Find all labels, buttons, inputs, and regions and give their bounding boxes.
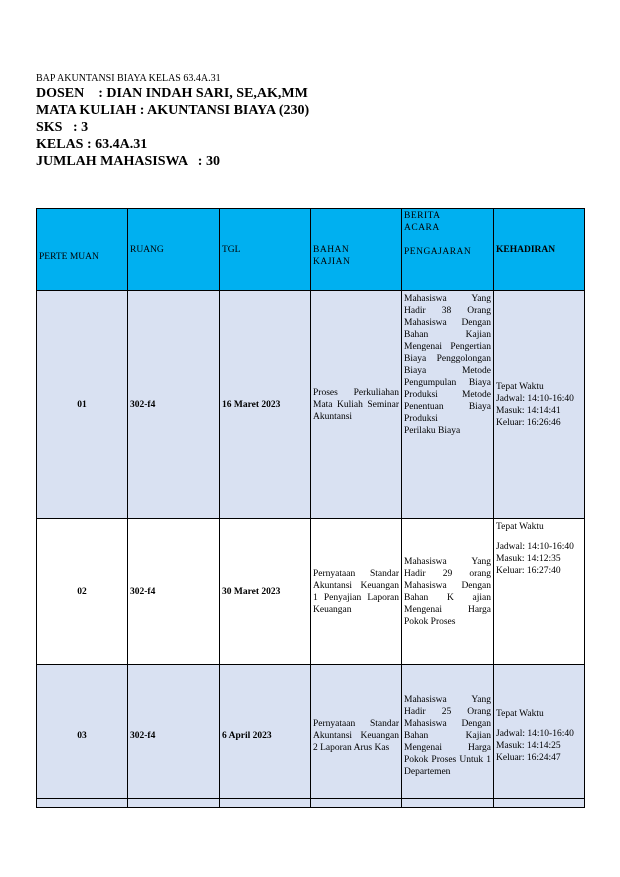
berita-acara-text: Mahasiswa Yang Hadir 25 Orang Mahasiswa Dengan Bahan Kajian Mengenai Harga Pokok Proses Untuk 1 Departemen xyxy=(404,695,491,777)
pertemuan-cell: 01 xyxy=(37,291,128,519)
kehadiran-masuk: Masuk: 14:14:41 xyxy=(496,405,561,416)
kehadiran-cell xyxy=(494,519,585,665)
sks-line: SKS : 3 xyxy=(36,120,89,135)
col-header-bahan-text: BAHAN KAJIAN xyxy=(313,245,351,267)
kehadiran-jadwal: Jadwal: 14:10-16:40 xyxy=(496,393,574,404)
col-header-bahan-kajian xyxy=(311,209,402,291)
berita-acara-cell xyxy=(402,519,494,665)
bahan-kajian-cell: Proses Perkuliahan Mata Kuliah Seminar Akuntansi xyxy=(311,291,402,519)
table-row xyxy=(37,519,585,665)
kelas-line: KELAS : 63.4A.31 xyxy=(36,137,148,152)
berita-acara-text: Mahasiswa Yang Hadir 38 Orang Mahasiswa Dengan Bahan Kajian Mengenai Pengertian Biaya Penggolongan Biaya Metode Pengumpulan Biaya Produksi Metode Penentuan Biaya Produksi xyxy=(404,294,491,424)
kehadiran-keluar: Keluar: 16:26:46 xyxy=(496,417,561,428)
kehadiran-masuk: Masuk: 14:12:35 xyxy=(496,554,561,564)
berita-acara-tail: Perilaku Biaya xyxy=(404,426,461,436)
tgl-cell: 16 Maret 2023 xyxy=(220,291,311,519)
bahan-kajian-cell: Pernyataan Standar Akuntansi Keuangan 2 Laporan Arus Kas xyxy=(311,665,402,808)
attendance-table xyxy=(36,208,585,808)
attendance-table-wrapper xyxy=(36,208,584,808)
kehadiran-jadwal: Jadwal: 14:10-16:40 xyxy=(496,542,574,552)
tgl-cell: 6 April 2023 xyxy=(220,665,311,808)
kehadiran-status: Tepat Waktu xyxy=(496,381,544,392)
jumlah-mahasiswa-line: JUMLAH MAHASISWA : 30 xyxy=(36,154,220,169)
dosen-line: DOSEN : DIAN INDAH SARI, SE,AK,MM xyxy=(36,86,308,101)
document-subtitle: BAP AKUNTANSI BIAYA KELAS 63.4A.31 xyxy=(36,73,221,84)
col-header-berita-acara xyxy=(402,209,494,291)
bahan-kajian-cell: Pernyataan Standar Akuntansi Keuangan 1 Penyajian Laporan Keuangan xyxy=(311,519,402,665)
pertemuan-cell: 03 xyxy=(37,665,128,808)
col-header-tgl: TGL xyxy=(220,209,311,291)
table-header-row xyxy=(37,209,585,291)
ruang-cell: 302-f4 xyxy=(128,519,220,665)
table-row xyxy=(37,665,585,808)
kehadiran-jadwal: Jadwal: 14:10-16:40 xyxy=(496,729,574,739)
kehadiran-keluar: Keluar: 16:24:47 xyxy=(496,753,561,763)
kehadiran-cell xyxy=(494,665,585,808)
col-header-berita-text: BERITA ACARA xyxy=(404,211,441,233)
kehadiran-status: Tepat Waktu xyxy=(496,709,544,719)
table-bottom-rule xyxy=(36,798,584,799)
ruang-cell: 302-f4 xyxy=(128,665,220,808)
col-header-ruang: RUANG xyxy=(128,209,220,291)
col-header-kehadiran: KEHADIRAN xyxy=(494,209,585,291)
col-header-pertemuan: PERTE MUAN xyxy=(37,209,128,291)
kehadiran-cell xyxy=(494,291,585,519)
kehadiran-keluar: Keluar: 16:27:40 xyxy=(496,566,561,576)
berita-acara-text: Mahasiswa Yang Hadir 29 orang Mahasiswa Dengan Bahan K ajian Mengenai Harga Pokok Proses xyxy=(404,556,491,627)
ruang-cell: 302-f4 xyxy=(128,291,220,519)
kehadiran-masuk: Masuk: 14:14:25 xyxy=(496,741,561,751)
tgl-cell: 30 Maret 2023 xyxy=(220,519,311,665)
kehadiran-status: Tepat Waktu xyxy=(496,522,544,532)
berita-acara-cell xyxy=(402,665,494,808)
mata-kuliah-line: MATA KULIAH : AKUNTANSI BIAYA (230) xyxy=(36,103,310,118)
berita-acara-cell xyxy=(402,291,494,519)
document-header xyxy=(36,72,596,170)
table-row xyxy=(37,291,585,519)
col-header-pengajaran-text: PENGAJARAN xyxy=(404,247,472,257)
pertemuan-cell: 02 xyxy=(37,519,128,665)
